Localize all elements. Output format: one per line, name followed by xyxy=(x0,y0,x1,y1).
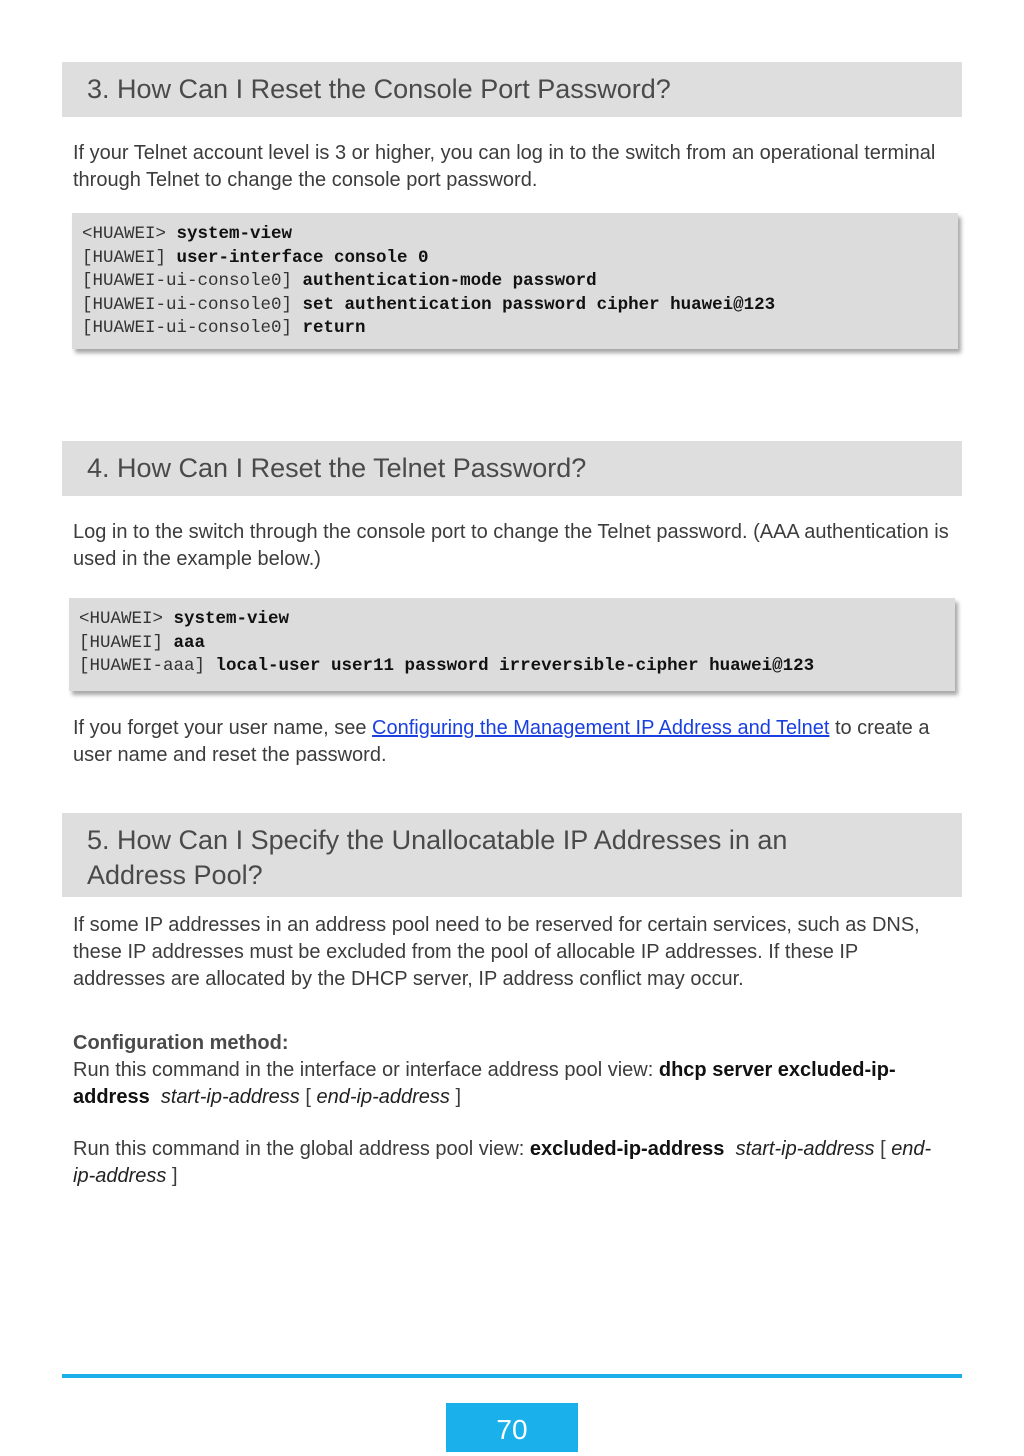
section-5-intro: If some IP addresses in an address pool need to be reserved for certain services, such as DNS, these IP addresses must be excluded from the pool of allocable IP addresses. If these IP addresses are allocated by the DHCP server, IP address conflict may occur. xyxy=(73,914,920,990)
management-ip-telnet-link[interactable]: Configuring the Management IP Address and Telnet xyxy=(372,717,830,739)
code-line: <HUAWEI> system-view xyxy=(82,224,293,244)
section-3-code-block xyxy=(72,213,958,349)
code-line: [HUAWEI-ui-console0] set authentication password cipher huawei@123 xyxy=(82,294,776,315)
code-line: [HUAWEI] user-interface console 0 xyxy=(82,247,429,268)
method-global-view: Run this command in the global address pool view: excluded-ip-address start-ip-address [ end-ip-address ] xyxy=(73,1138,932,1187)
code-line: [HUAWEI-ui-console0] return xyxy=(82,318,366,338)
section-4-heading: 4. How Can I Reset the Telnet Password? xyxy=(62,441,962,496)
code-line: [HUAWEI-ui-console0] authentication-mode password xyxy=(82,271,597,291)
configuration-method-label: Configuration method: xyxy=(73,1032,289,1054)
section-3-heading: 3. How Can I Reset the Console Port Password? xyxy=(62,62,962,117)
method-interface-view: Run this command in the interface or interface address pool view: dhcp server excluded-ip-address start-ip-address [ end-ip-address ] xyxy=(73,1059,896,1108)
section-4-code-block xyxy=(69,598,955,691)
section-5-heading: 5. How Can I Specify the Unallocatable IP Addresses in an Address Pool? xyxy=(62,813,962,897)
page-number: 70 xyxy=(446,1403,578,1452)
section-4-note: If you forget your user name, see Configuring the Management IP Address and Telnet to create a user name and reset the password. xyxy=(73,717,930,766)
code-line: [HUAWEI-aaa] local-user user11 password irreversible-cipher huawei@123 xyxy=(79,656,815,676)
section-3-intro: If your Telnet account level is 3 or higher, you can log in to the switch from an operational terminal through Telnet to change the console port password. xyxy=(73,142,936,191)
footer-divider xyxy=(62,1374,962,1378)
code-line: [HUAWEI] aaa xyxy=(79,632,206,653)
section-4-intro: Log in to the switch through the console port to change the Telnet password. (AAA authentication is used in the example below.) xyxy=(73,521,949,570)
code-line: <HUAWEI> system-view xyxy=(79,609,290,629)
